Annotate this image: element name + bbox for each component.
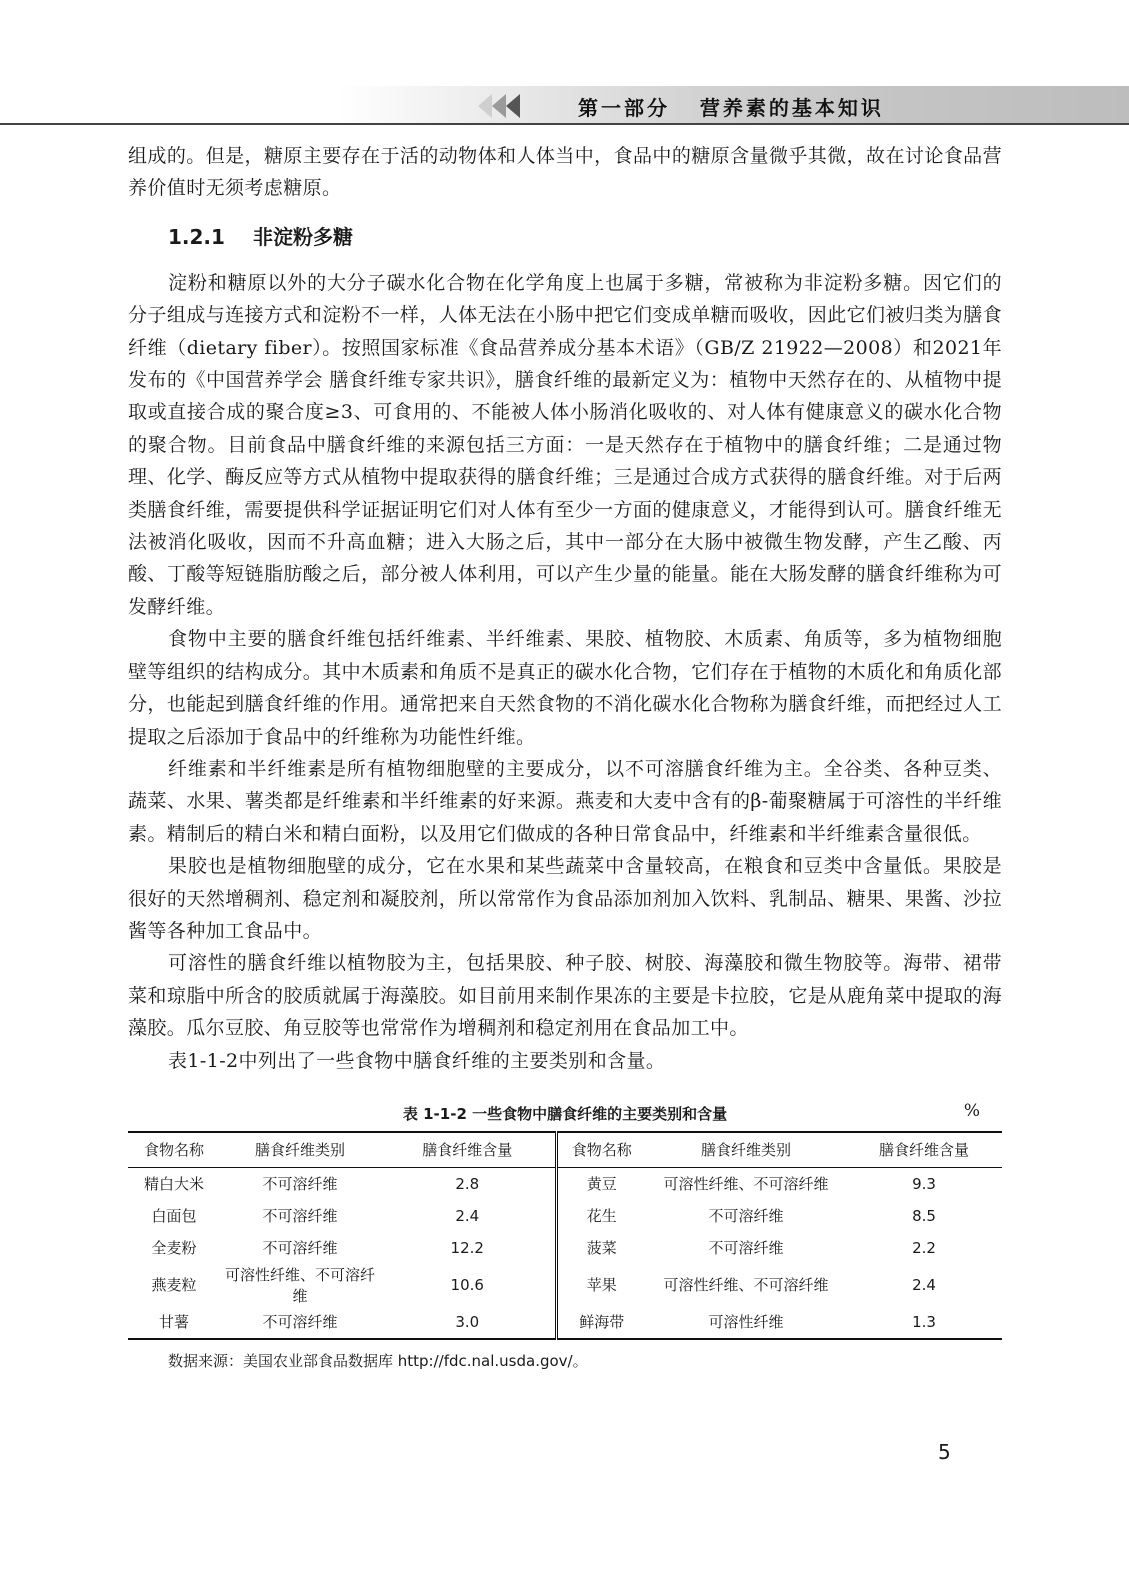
column-header: 膳食纤维含量: [422, 1141, 513, 1160]
table-caption-row: [128, 1099, 1002, 1129]
table-row: [128, 1264, 1002, 1306]
section-heading: [168, 221, 1002, 253]
table-unit: %: [963, 1100, 980, 1121]
table-cell: 不可溶纤维: [262, 1239, 338, 1258]
column-header: 膳食纤维类别: [700, 1141, 791, 1160]
table-cell: 2.4: [912, 1275, 936, 1294]
table-cell: 2.4: [455, 1206, 480, 1225]
header-band: [0, 86, 1129, 124]
paragraph: 食物中主要的膳食纤维包括纤维素、半纤维素、果胶、植物胶、木质素、角质等，多为植物细胞壁等组织的结构成分。其中木质素和角质不是真正的碳水化合物，它们存在于植物的木质化和角质化部分，也能起到膳食纤维的作用。通常把来自天然食物的不消化碳水化合物称为膳食纤维，而把经过人工提取之后添加于食品中的纤维称为功能性纤维。: [128, 628, 1002, 748]
table-cell: 可溶性纤维、不可溶纤维: [224, 1265, 375, 1305]
table-cell: 燕麦粒: [151, 1276, 197, 1295]
table-cell: 白面包: [151, 1207, 197, 1226]
paragraph-continuation: 组成的。但是，糖原主要存在于活的动物体和人体当中，食品中的糖原含量微乎其微，故在讨论食品营养价值时无须考虑糖原。: [128, 145, 1002, 200]
table-cell: 全麦粉: [151, 1239, 197, 1258]
column-header: 食物名称: [556, 1132, 646, 1168]
table-cell: 可溶性纤维、不可溶纤维: [663, 1175, 829, 1194]
table-cell: 3.0: [455, 1312, 480, 1331]
column-header: 膳食纤维含量: [878, 1141, 969, 1160]
table-cell: 8.5: [912, 1206, 936, 1225]
column-header: 食物名称: [143, 1141, 204, 1160]
table-cell: 甘薯: [158, 1313, 189, 1332]
table-cell: 黄豆: [556, 1167, 646, 1200]
table-cell: 2.2: [912, 1238, 936, 1257]
running-header-title: 第一部分 营养素的基本知识: [578, 96, 884, 120]
header-rule: [0, 123, 1129, 125]
table-caption: 表 1-1-2 一些食物中膳食纤维的主要类别和含量: [402, 1104, 728, 1123]
table-cell: 不可溶纤维: [262, 1175, 338, 1194]
table-cell: 精白大米: [143, 1175, 204, 1194]
table-cell: 1.3: [912, 1312, 936, 1331]
paragraph: 可溶性的膳食纤维以植物胶为主，包括果胶、种子胶、树胶、海藻胶和微生物胶等。海带、裙带菜和琼脂中所含的胶质就属于海藻胶。如目前用来制作果冻的主要是卡拉胶，它是从鹿角菜中提取的海藻胶。瓜尔豆胶、角豆胶等也常常作为增稠剂和稳定剂用在食品加工中。: [128, 952, 1002, 1040]
table-cell: 花生: [556, 1200, 646, 1232]
page-content: [128, 140, 1002, 1371]
table-cell: 不可溶纤维: [708, 1207, 784, 1226]
table-cell: 菠菜: [556, 1232, 646, 1264]
section-number: 1.2.1: [168, 224, 225, 249]
table-row: [128, 1232, 1002, 1264]
table-row: [128, 1200, 1002, 1232]
page-number: 5: [938, 1440, 951, 1464]
table-cell: 10.6: [450, 1275, 484, 1294]
fiber-table: [128, 1131, 1002, 1340]
table-cell: 2.8: [455, 1174, 480, 1193]
triple-arrow-icon: [472, 92, 532, 120]
paragraph: 淀粉和糖原以外的大分子碳水化合物在化学角度上也属于多糖，常被称为非淀粉多糖。因它们的分子组成与连接方式和淀粉不一样，人体无法在小肠中把它们变成单糖而吸收，因此它们被归类为膳食纤维（dietary fiber）。按照国家标准《食品营养成分基本术语》（GB/Z 21922—2008）和2021年发布的《中国营养学会 膳食纤维专家共识》，膳食纤维的最新定义为：植物中天然存在的、从植物中提取或直接合成的聚合度≥3、可食用的、不能被人体小肠消化吸收的、对人体有健康意义的碳水化合物的聚合物。目前食品中膳食纤维的来源包括三方面：一是天然存在于植物中的膳食纤维；二是通过物理、化学、酶反应等方式从植物中提取获得的膳食纤维；三是通过合成方式获得的膳食纤维。对于后两类膳食纤维，需要提供科学证据证明它们对人体有至少一方面的健康意义，才能得到认可。膳食纤维无法被消化吸收，因而不升高血糖；进入大肠之后，其中一部分在大肠中被微生物发酵，产生乙酸、丙酸、丁酸等短链脂肪酸之后，部分被人体利用，可以产生少量的能量。能在大肠发酵的膳食纤维称为可发酵纤维。: [128, 271, 1002, 618]
table-source-note: 数据来源：美国农业部食品数据库 http://fdc.nal.usda.gov/。: [168, 1351, 588, 1370]
table-cell: 可溶性纤维、不可溶纤维: [663, 1276, 829, 1295]
table-cell: 9.3: [912, 1174, 936, 1193]
paragraph: 纤维素和半纤维素是所有植物细胞壁的主要成分，以不可溶膳食纤维为主。全谷类、各种豆类、蔬菜、水果、薯类都是纤维素和半纤维素的好来源。燕麦和大麦中含有的β-葡聚糖属于可溶性的半纤维素。精制后的精白米和精白面粉，以及用它们做成的各种日常食品中，纤维素和半纤维素含量很低。: [128, 757, 1002, 845]
table-cell: 12.2: [450, 1238, 484, 1257]
paragraph: 果胶也是植物细胞壁的成分，它在水果和某些蔬菜中含量较高，在粮食和豆类中含量低。果胶是很好的天然增稠剂、稳定剂和凝胶剂，所以常常作为食品添加剂加入饮料、乳制品、糖果、果酱、沙拉酱等各种加工食品中。: [128, 855, 1002, 942]
table-cell: 苹果: [556, 1264, 646, 1306]
section-title: 非淀粉多糖: [252, 224, 353, 249]
table-row: [128, 1306, 1002, 1339]
table-cell: 不可溶纤维: [262, 1313, 338, 1332]
table-cell: 可溶性纤维: [708, 1313, 784, 1332]
table-header-row: [128, 1132, 1002, 1168]
table-cell: 鲜海带: [556, 1306, 646, 1339]
column-header: 膳食纤维类别: [254, 1141, 345, 1160]
table-row: [128, 1167, 1002, 1200]
table-cell: 不可溶纤维: [708, 1239, 784, 1258]
table-cell: 不可溶纤维: [262, 1207, 338, 1226]
paragraph: 表1-1-2中列出了一些食物中膳食纤维的主要类别和含量。: [168, 1049, 666, 1072]
